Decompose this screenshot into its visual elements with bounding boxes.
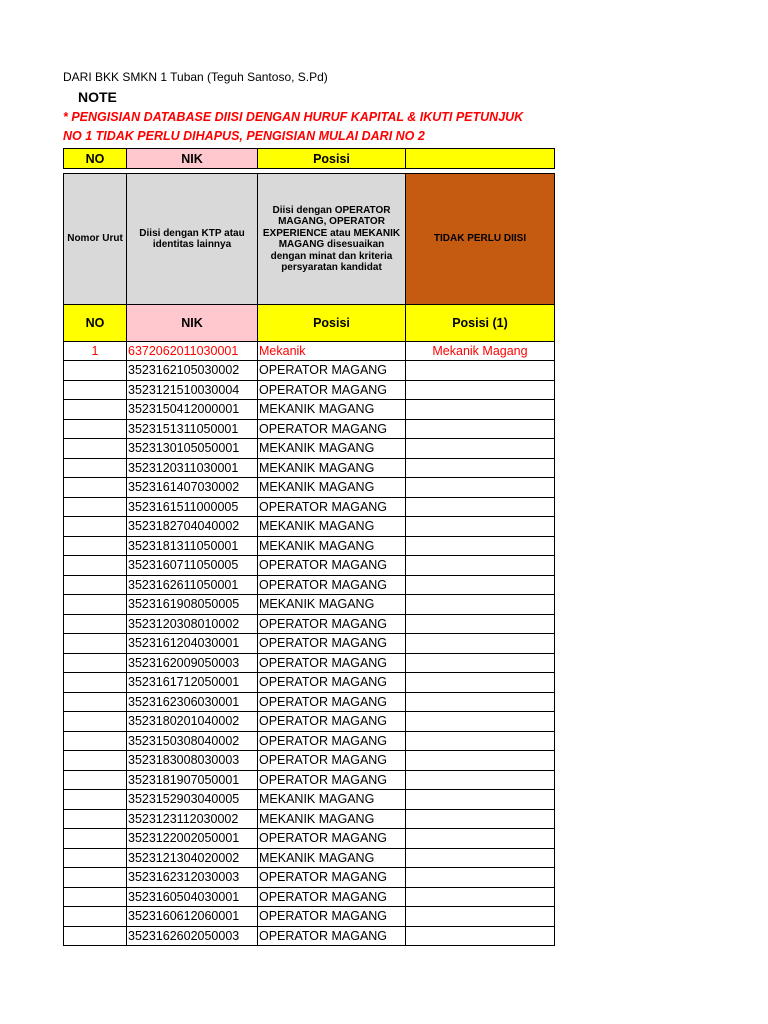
row-posisi1-cell[interactable] <box>406 497 555 517</box>
row-posisi1-cell[interactable] <box>406 790 555 810</box>
header-no[interactable]: NO <box>64 149 127 169</box>
desc-posisi[interactable]: Diisi dengan OPERATOR MAGANG, OPERATOR EXPERIENCE atau MEKANIK MAGANG disesuaikan dengan minat dan kriteria persyaratan kandidat <box>258 174 406 305</box>
row-posisi-cell[interactable]: OPERATOR MAGANG <box>258 556 406 576</box>
row-posisi-cell[interactable]: OPERATOR MAGANG <box>258 575 406 595</box>
row-no-cell[interactable] <box>64 556 127 576</box>
source-line: DARI BKK SMKN 1 Tuban (Teguh Santoso, S.Pd) <box>63 70 328 84</box>
table-row <box>64 595 555 615</box>
row-no-cell[interactable] <box>64 809 127 829</box>
row-nik-cell[interactable]: 3523150308040002 <box>127 731 258 751</box>
row-nik-cell[interactable]: 3523161908050005 <box>127 595 258 615</box>
header-row <box>64 149 555 169</box>
row-nik-cell[interactable]: 3523162602050003 <box>127 926 258 946</box>
row-posisi-cell[interactable]: MEKANIK MAGANG <box>258 517 406 537</box>
row-posisi-cell[interactable]: MEKANIK MAGANG <box>258 478 406 498</box>
row-no-cell[interactable] <box>64 478 127 498</box>
row-posisi1-cell[interactable] <box>406 361 555 381</box>
row-posisi1-cell[interactable] <box>406 829 555 849</box>
row-nik-cell[interactable]: 3523182704040002 <box>127 517 258 537</box>
row-no-cell[interactable] <box>64 907 127 927</box>
row-posisi-cell[interactable]: OPERATOR MAGANG <box>258 419 406 439</box>
row-nik-cell[interactable]: 3523160504030001 <box>127 887 258 907</box>
row-no-cell[interactable] <box>64 692 127 712</box>
table-row <box>64 653 555 673</box>
row-posisi1-cell[interactable] <box>406 653 555 673</box>
row-nik-cell[interactable]: 3523161712050001 <box>127 673 258 693</box>
table-row <box>64 380 555 400</box>
row-no-cell[interactable] <box>64 575 127 595</box>
row-posisi1-cell[interactable] <box>406 536 555 556</box>
row-posisi-cell[interactable]: MEKANIK MAGANG <box>258 458 406 478</box>
col-header-posisi[interactable]: Posisi <box>258 305 406 342</box>
row-posisi1-cell[interactable] <box>406 751 555 771</box>
row-posisi-cell[interactable]: OPERATOR MAGANG <box>258 868 406 888</box>
table-row <box>64 419 555 439</box>
row-nik-cell[interactable]: 3523161407030002 <box>127 478 258 498</box>
row-posisi1-cell[interactable] <box>406 673 555 693</box>
desc-posisi1[interactable]: TIDAK PERLU DIISI <box>406 174 555 305</box>
row-nik-cell[interactable]: 3523162312030003 <box>127 868 258 888</box>
table-row <box>64 926 555 946</box>
row-posisi-cell[interactable]: OPERATOR MAGANG <box>258 361 406 381</box>
table-row <box>64 848 555 868</box>
table-row <box>64 634 555 654</box>
row-nik-cell[interactable]: 3523121304020002 <box>127 848 258 868</box>
table-row <box>64 478 555 498</box>
database-table <box>63 148 555 946</box>
row-nik-cell[interactable]: 3523160612060001 <box>127 907 258 927</box>
row-posisi-cell[interactable]: OPERATOR MAGANG <box>258 634 406 654</box>
row-posisi-cell[interactable]: OPERATOR MAGANG <box>258 770 406 790</box>
row-no-cell[interactable] <box>64 595 127 615</box>
table-row <box>64 556 555 576</box>
header-posisi[interactable]: Posisi <box>258 149 406 169</box>
row-posisi1-cell[interactable] <box>406 478 555 498</box>
table-row <box>64 712 555 732</box>
row-posisi1-cell[interactable] <box>406 517 555 537</box>
row-no-cell[interactable] <box>64 751 127 771</box>
row-no-cell[interactable] <box>64 361 127 381</box>
row-no-cell[interactable] <box>64 673 127 693</box>
example-no[interactable]: 1 <box>64 342 127 361</box>
row-posisi1-cell[interactable] <box>406 770 555 790</box>
table-row <box>64 517 555 537</box>
table-row <box>64 887 555 907</box>
example-posisi[interactable]: Mekanik <box>258 342 406 361</box>
row-no-cell[interactable] <box>64 497 127 517</box>
row-nik-cell[interactable]: 3523162105030002 <box>127 361 258 381</box>
row-nik-cell[interactable]: 3523162306030001 <box>127 692 258 712</box>
table-row <box>64 731 555 751</box>
example-nik[interactable]: 6372062011030001 <box>127 342 258 361</box>
table-row <box>64 770 555 790</box>
row-nik-cell[interactable]: 3523120311030001 <box>127 458 258 478</box>
row-no-cell[interactable] <box>64 712 127 732</box>
row-nik-cell[interactable]: 3523120308010002 <box>127 614 258 634</box>
row-no-cell[interactable] <box>64 614 127 634</box>
row-posisi1-cell[interactable] <box>406 575 555 595</box>
row-posisi-cell[interactable]: OPERATOR MAGANG <box>258 907 406 927</box>
example-row <box>64 342 555 361</box>
row-nik-cell[interactable]: 3523183008030003 <box>127 751 258 771</box>
row-posisi-cell[interactable]: OPERATOR MAGANG <box>258 673 406 693</box>
col-header-posisi1[interactable]: Posisi (1) <box>406 305 555 342</box>
row-no-cell[interactable] <box>64 868 127 888</box>
table-row <box>64 829 555 849</box>
row-posisi1-cell[interactable] <box>406 439 555 459</box>
table-row <box>64 673 555 693</box>
table-row <box>64 614 555 634</box>
table-row <box>64 907 555 927</box>
col-header-nik[interactable]: NIK <box>127 305 258 342</box>
row-posisi1-cell[interactable] <box>406 731 555 751</box>
row-posisi-cell[interactable]: OPERATOR MAGANG <box>258 380 406 400</box>
col-header-no[interactable]: NO <box>64 305 127 342</box>
row-nik-cell[interactable]: 3523130105050001 <box>127 439 258 459</box>
row-posisi-cell[interactable]: OPERATOR MAGANG <box>258 712 406 732</box>
row-no-cell[interactable] <box>64 634 127 654</box>
row-no-cell[interactable] <box>64 770 127 790</box>
row-nik-cell[interactable]: 3523150412000001 <box>127 400 258 420</box>
row-posisi-cell[interactable]: MEKANIK MAGANG <box>258 809 406 829</box>
row-posisi-cell[interactable]: OPERATOR MAGANG <box>258 614 406 634</box>
table-row <box>64 439 555 459</box>
row-no-cell[interactable] <box>64 439 127 459</box>
table-row <box>64 497 555 517</box>
table-row <box>64 458 555 478</box>
row-nik-cell[interactable]: 3523180201040002 <box>127 712 258 732</box>
row-no-cell[interactable] <box>64 458 127 478</box>
instruction-line-1: * PENGISIAN DATABASE DIISI DENGAN HURUF KAPITAL & IKUTI PETUNJUK <box>63 110 524 124</box>
row-nik-cell[interactable]: 3523123112030002 <box>127 809 258 829</box>
row-no-cell[interactable] <box>64 517 127 537</box>
row-no-cell[interactable] <box>64 400 127 420</box>
row-no-cell[interactable] <box>64 790 127 810</box>
column-header-row <box>64 305 555 342</box>
row-posisi-cell[interactable]: OPERATOR MAGANG <box>258 692 406 712</box>
row-posisi1-cell[interactable] <box>406 809 555 829</box>
table-row <box>64 536 555 556</box>
row-posisi-cell[interactable]: OPERATOR MAGANG <box>258 829 406 849</box>
row-posisi1-cell[interactable] <box>406 887 555 907</box>
description-row <box>64 174 555 305</box>
row-nik-cell[interactable]: 3523121510030004 <box>127 380 258 400</box>
row-no-cell[interactable] <box>64 419 127 439</box>
table-row <box>64 400 555 420</box>
row-no-cell[interactable] <box>64 926 127 946</box>
row-posisi-cell[interactable]: MEKANIK MAGANG <box>258 439 406 459</box>
row-nik-cell[interactable]: 3523161204030001 <box>127 634 258 654</box>
row-no-cell[interactable] <box>64 829 127 849</box>
row-nik-cell[interactable]: 3523162009050003 <box>127 653 258 673</box>
row-no-cell[interactable] <box>64 380 127 400</box>
example-posisi1[interactable]: Mekanik Magang <box>406 342 555 361</box>
row-posisi-cell[interactable]: OPERATOR MAGANG <box>258 887 406 907</box>
desc-nik[interactable]: Diisi dengan KTP atau identitas lainnya <box>127 174 258 305</box>
row-posisi1-cell[interactable] <box>406 692 555 712</box>
header-blank[interactable] <box>406 149 555 169</box>
row-posisi1-cell[interactable] <box>406 907 555 927</box>
row-posisi-cell[interactable]: OPERATOR MAGANG <box>258 926 406 946</box>
table-row <box>64 751 555 771</box>
row-posisi-cell[interactable]: MEKANIK MAGANG <box>258 400 406 420</box>
row-posisi-cell[interactable]: MEKANIK MAGANG <box>258 536 406 556</box>
row-posisi1-cell[interactable] <box>406 712 555 732</box>
row-nik-cell[interactable]: 3523162611050001 <box>127 575 258 595</box>
row-nik-cell[interactable]: 3523122002050001 <box>127 829 258 849</box>
row-no-cell[interactable] <box>64 536 127 556</box>
row-posisi1-cell[interactable] <box>406 380 555 400</box>
row-posisi-cell[interactable]: OPERATOR MAGANG <box>258 497 406 517</box>
row-posisi1-cell[interactable] <box>406 400 555 420</box>
row-no-cell[interactable] <box>64 887 127 907</box>
row-posisi1-cell[interactable] <box>406 595 555 615</box>
row-posisi-cell[interactable]: MEKANIK MAGANG <box>258 790 406 810</box>
table-row <box>64 575 555 595</box>
row-posisi-cell[interactable]: OPERATOR MAGANG <box>258 751 406 771</box>
row-no-cell[interactable] <box>64 653 127 673</box>
row-posisi1-cell[interactable] <box>406 634 555 654</box>
table-row <box>64 692 555 712</box>
table-row <box>64 868 555 888</box>
row-posisi1-cell[interactable] <box>406 868 555 888</box>
row-posisi1-cell[interactable] <box>406 556 555 576</box>
note-heading: NOTE <box>78 89 117 105</box>
table-row <box>64 809 555 829</box>
instruction-line-2: NO 1 TIDAK PERLU DIHAPUS, PENGISIAN MULAI DARI NO 2 <box>63 129 425 143</box>
row-posisi1-cell[interactable] <box>406 926 555 946</box>
row-posisi-cell[interactable]: MEKANIK MAGANG <box>258 595 406 615</box>
row-nik-cell[interactable]: 3523161511000005 <box>127 497 258 517</box>
row-nik-cell[interactable]: 3523181311050001 <box>127 536 258 556</box>
row-posisi-cell[interactable]: MEKANIK MAGANG <box>258 848 406 868</box>
table-row <box>64 790 555 810</box>
row-no-cell[interactable] <box>64 848 127 868</box>
row-nik-cell[interactable]: 3523181907050001 <box>127 770 258 790</box>
row-posisi-cell[interactable]: OPERATOR MAGANG <box>258 731 406 751</box>
row-posisi-cell[interactable]: OPERATOR MAGANG <box>258 653 406 673</box>
desc-no[interactable]: Nomor Urut <box>64 174 127 305</box>
row-posisi1-cell[interactable] <box>406 419 555 439</box>
row-no-cell[interactable] <box>64 731 127 751</box>
row-posisi1-cell[interactable] <box>406 848 555 868</box>
row-nik-cell[interactable]: 3523160711050005 <box>127 556 258 576</box>
row-nik-cell[interactable]: 3523152903040005 <box>127 790 258 810</box>
row-posisi1-cell[interactable] <box>406 614 555 634</box>
table-row <box>64 361 555 381</box>
header-nik[interactable]: NIK <box>127 149 258 169</box>
row-nik-cell[interactable]: 3523151311050001 <box>127 419 258 439</box>
row-posisi1-cell[interactable] <box>406 458 555 478</box>
